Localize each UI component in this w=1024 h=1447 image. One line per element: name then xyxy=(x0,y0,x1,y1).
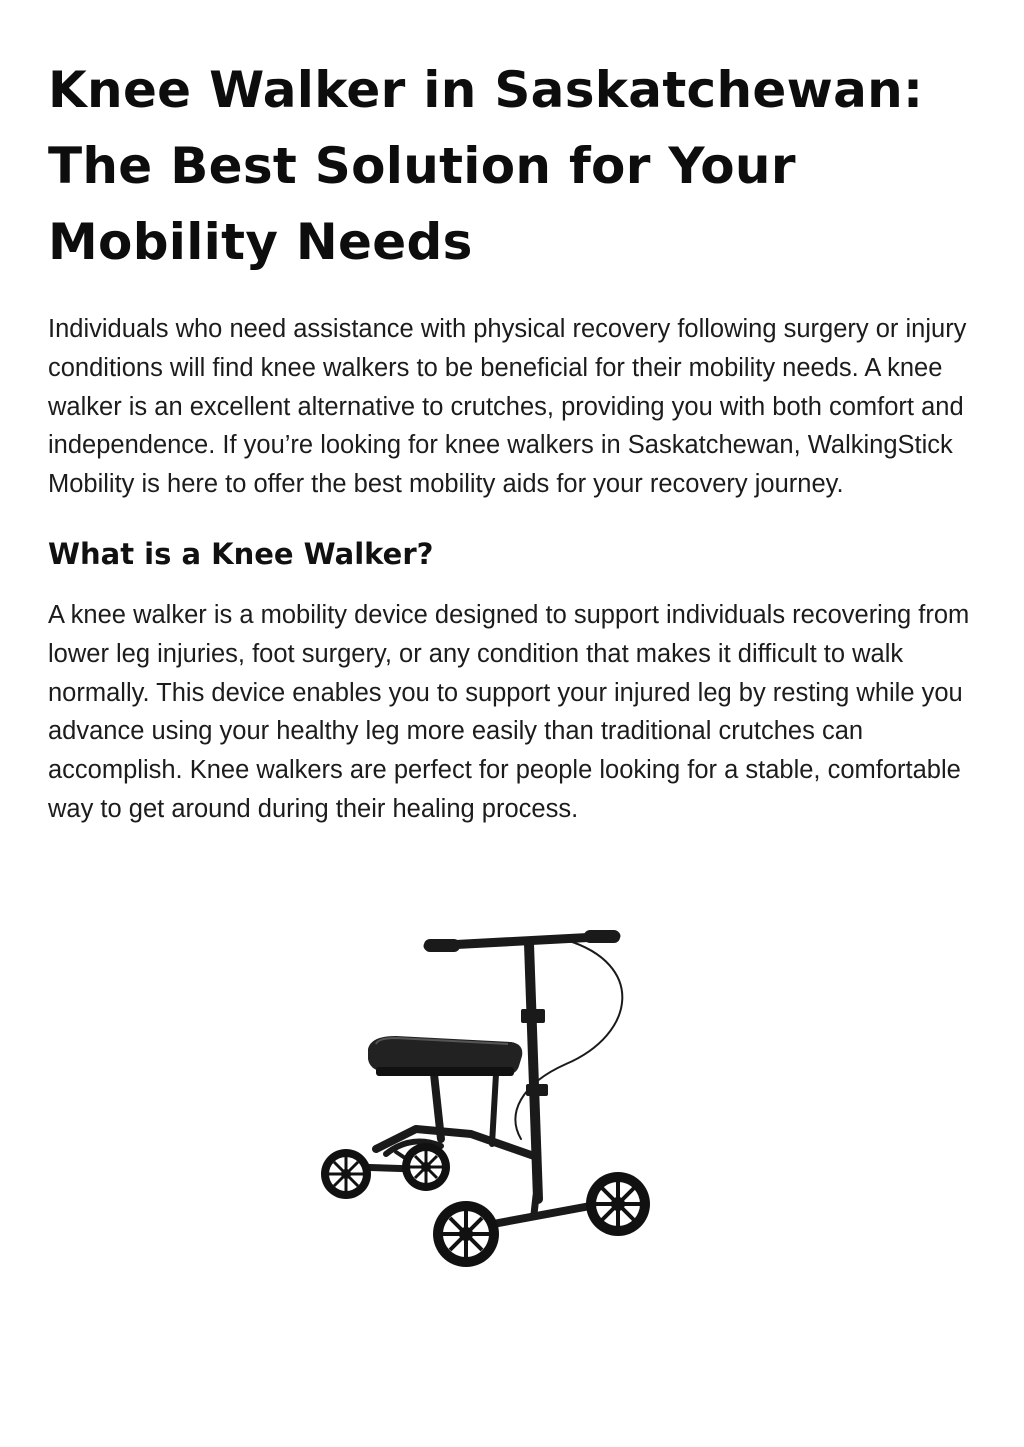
seat-post-front xyxy=(492,1074,496,1144)
section-paragraph: A knee walker is a mobility device designed to support individuals recovering from lower leg injuries, foot surgery, or any condition that makes it difficult to walk normally. This device enables you to support your injured leg by resting while you advance using your healthy leg more easily than traditional crutches can accomplish. Knee walkers are perfect for people looking for a stable, comfortable way to get around during their healing process. xyxy=(48,600,970,823)
rear-left-wheel xyxy=(321,1149,371,1199)
knee-pad-base xyxy=(376,1067,514,1076)
knee-walker-illustration xyxy=(316,924,658,1280)
steering-column xyxy=(529,944,538,1199)
column-clamp xyxy=(526,1084,548,1096)
front-left-wheel xyxy=(433,1201,499,1267)
intro-paragraph: Individuals who need assistance with physical recovery following surgery or injury conditions will find knee walkers to be beneficial for their mobility needs. A knee walker is an excellent alternative to crutches, providing you with both comfort and independence. If you’re looking for knee walkers in Saskatchewan, WalkingStick Mobility is here to offer the best mobility aids for your recovery journey. xyxy=(48,315,967,499)
rear-right-wheel xyxy=(402,1143,450,1191)
section-heading: What is a Knee Walker? xyxy=(48,536,434,571)
knee-walker-image xyxy=(316,924,658,1280)
front-right-wheel xyxy=(586,1172,650,1236)
left-grip xyxy=(424,939,460,952)
article xyxy=(48,52,988,829)
height-clamp xyxy=(521,1009,545,1023)
article-title: Knee Walker in Saskatchewan: The Best Solution for Your Mobility Needs xyxy=(48,61,924,271)
right-grip xyxy=(584,930,620,943)
